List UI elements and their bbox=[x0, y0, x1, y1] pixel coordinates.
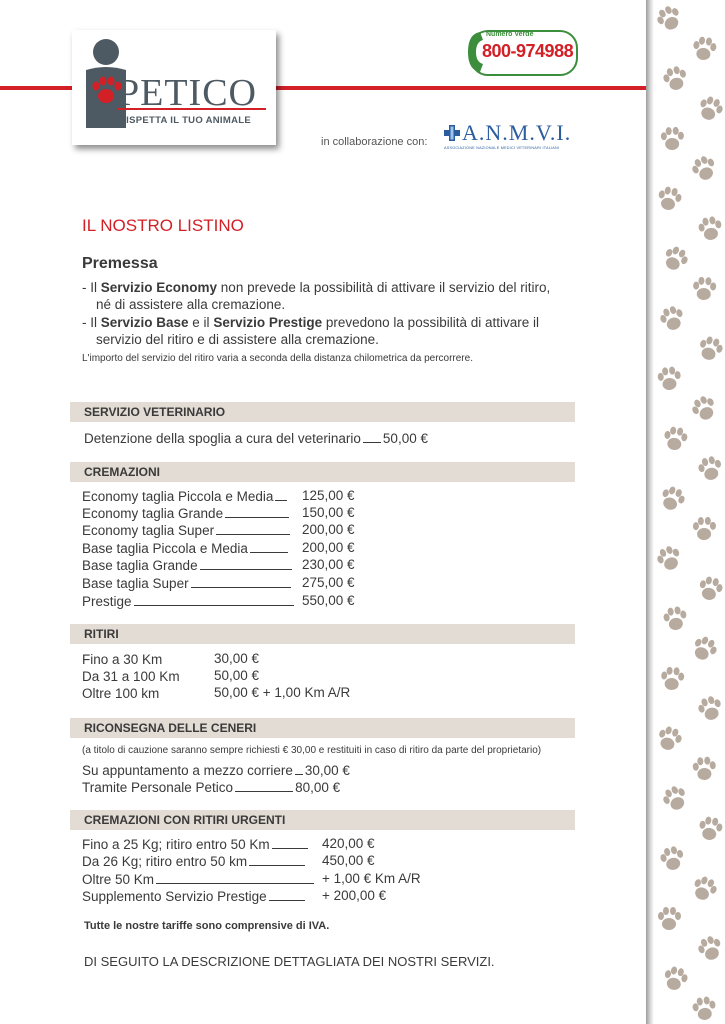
price-value: 150,00 € bbox=[302, 505, 355, 520]
section-title: RITIRI bbox=[84, 627, 119, 641]
price-value: 50,00 € bbox=[214, 668, 260, 683]
price-row-label: Fino a 30 Km bbox=[82, 652, 163, 667]
price-value: 420,00 € bbox=[322, 836, 375, 851]
price-value: + 1,00 € Km A/R bbox=[322, 871, 421, 886]
price-value: 450,00 € bbox=[322, 853, 375, 868]
price-row: Su appuntamento a mezzo corriere 30,00 € bbox=[82, 763, 350, 778]
section-header-ceneri bbox=[70, 718, 575, 738]
price-row: Base taglia Piccola e Media bbox=[82, 540, 290, 557]
price-value: + 200,00 € bbox=[322, 888, 387, 903]
logo-tagline: RISPETTA IL TUO ANIMALE bbox=[119, 115, 251, 126]
paw-print-icon bbox=[692, 211, 725, 246]
numero-verde-number: 800-974988 bbox=[482, 41, 574, 61]
logo-wordmark: PETICO bbox=[118, 72, 257, 114]
paw-print-icon bbox=[652, 479, 691, 518]
page-fold-shadow bbox=[646, 0, 654, 1024]
paw-print-icon bbox=[656, 60, 693, 97]
paw-print-icon bbox=[653, 363, 686, 396]
price-value: 50,00 € + 1,00 Km A/R bbox=[214, 685, 351, 700]
paw-print-icon bbox=[687, 32, 720, 65]
price-row: Economy taglia Super bbox=[82, 522, 292, 539]
paw-print-icon bbox=[688, 273, 720, 305]
anmvi-subtitle: ASSOCIAZIONE NAZIONALE MEDICI VETERINARI ITALIANI bbox=[444, 146, 560, 150]
paw-print-icon bbox=[651, 181, 687, 217]
anmvi-cross-icon bbox=[444, 124, 460, 142]
price-value: 230,00 € bbox=[302, 557, 355, 572]
numero-verde-label: Numero Verde bbox=[486, 31, 534, 38]
paw-print-icon bbox=[689, 514, 720, 545]
paw-print-icon bbox=[690, 929, 725, 968]
premessa-line-3: - Il Servizio Base e il Servizio Prestige prevedono la possibilità di attivare il bbox=[82, 315, 539, 330]
price-row: Tramite Personale Petico 80,00 € bbox=[82, 780, 341, 795]
section-header-urgenti bbox=[70, 810, 575, 830]
iva-note: Tutte le nostre tariffe sono comprensive di IVA. bbox=[84, 920, 330, 932]
premessa-note: L'importo del servizio del ritiro varia a seconda della distanza chilometrica da percorrere. bbox=[82, 353, 473, 364]
price-row: Prestige bbox=[82, 593, 296, 610]
price-value: 30,00 € bbox=[214, 651, 260, 666]
paw-print-icon bbox=[658, 602, 693, 637]
section-title: CREMAZIONI CON RITIRI URGENTI bbox=[84, 813, 286, 827]
premessa-line-1: - Il Servizio Economy non prevede la possibilità di attivare il servizio del ritiro, bbox=[82, 280, 551, 295]
paw-print-icon bbox=[649, 539, 689, 579]
paw-print-icon bbox=[692, 571, 725, 607]
price-row: Economy taglia Piccola e Media bbox=[82, 488, 289, 505]
section-title: SERVIZIO VETERINARIO bbox=[84, 405, 226, 419]
price-value: 200,00 € bbox=[302, 522, 355, 537]
paw-print-icon bbox=[654, 904, 684, 934]
paw-print-border bbox=[646, 0, 725, 1024]
price-row: Detenzione della spoglia a cura del veterinario 50,00 € bbox=[84, 431, 428, 446]
paw-print-icon bbox=[684, 629, 724, 669]
price-row: Base taglia Super bbox=[82, 575, 293, 592]
footer-note: DI SEGUITO LA DESCRIZIONE DETTAGLIATA DEI NOSTRI SERVIZI. bbox=[84, 954, 495, 969]
price-row-label: Oltre 100 km bbox=[82, 686, 160, 701]
paw-print-icon bbox=[649, 0, 690, 39]
paw-print-icon bbox=[657, 961, 693, 997]
section-header-cremazioni bbox=[70, 462, 575, 482]
paw-print-icon bbox=[653, 300, 691, 338]
price-value: 200,00 € bbox=[302, 540, 355, 555]
price-value: 550,00 € bbox=[302, 593, 355, 608]
caution-note: (a titolo di cauzione saranno sempre richiesti € 30,00 e restituiti in caso di ritiro da parte del proprietario) bbox=[82, 745, 542, 756]
premessa-line-4: servizio del ritiro e di assistere alla cremazione. bbox=[96, 332, 379, 347]
price-row-label: Da 31 a 100 Km bbox=[82, 669, 180, 684]
section-header-ritiri bbox=[70, 624, 575, 644]
paw-print-icon bbox=[691, 90, 725, 129]
price-row: Supplemento Servizio Prestige bbox=[82, 888, 307, 905]
paw-print-icon bbox=[687, 992, 721, 1024]
paw-print-icon bbox=[691, 330, 725, 367]
price-row: Fino a 25 Kg; ritiro entro 50 Km bbox=[82, 836, 310, 853]
paw-print-icon bbox=[650, 720, 688, 758]
paw-print-icon bbox=[691, 690, 725, 728]
premessa-line-2: né di assistere alla cremazione. bbox=[96, 297, 286, 312]
paw-print-icon bbox=[688, 753, 721, 786]
collab-label: in collaborazione con: bbox=[321, 136, 428, 148]
section-title: CREMAZIONI bbox=[84, 465, 160, 479]
section-header-veterinario bbox=[70, 402, 575, 422]
paw-print-icon bbox=[654, 841, 690, 877]
paw-print-icon bbox=[655, 779, 696, 820]
price-row: Base taglia Grande bbox=[82, 557, 294, 574]
paw-print-icon bbox=[684, 389, 725, 430]
price-row: Oltre 50 Km bbox=[82, 871, 316, 888]
paw-print-icon bbox=[656, 123, 687, 154]
paw-print-icon bbox=[684, 149, 724, 189]
page-title: IL NOSTRO LISTINO bbox=[82, 216, 244, 235]
anmvi-logo-text: A.N.M.V.I. bbox=[462, 120, 572, 145]
price-value: 275,00 € bbox=[302, 575, 355, 590]
paw-print-icon bbox=[656, 663, 688, 695]
price-row: Da 26 Kg; ritiro entro 50 km bbox=[82, 853, 307, 870]
paw-print-icon bbox=[658, 422, 692, 456]
paw-print-icon bbox=[692, 451, 725, 488]
price-row: Economy taglia Grande bbox=[82, 505, 291, 522]
paw-print-icon bbox=[684, 869, 723, 908]
premessa-title: Premessa bbox=[82, 255, 158, 272]
section-title: RICONSEGNA DELLE CENERI bbox=[84, 721, 257, 735]
paw-print-icon bbox=[693, 812, 725, 846]
price-value: 125,00 € bbox=[302, 488, 355, 503]
